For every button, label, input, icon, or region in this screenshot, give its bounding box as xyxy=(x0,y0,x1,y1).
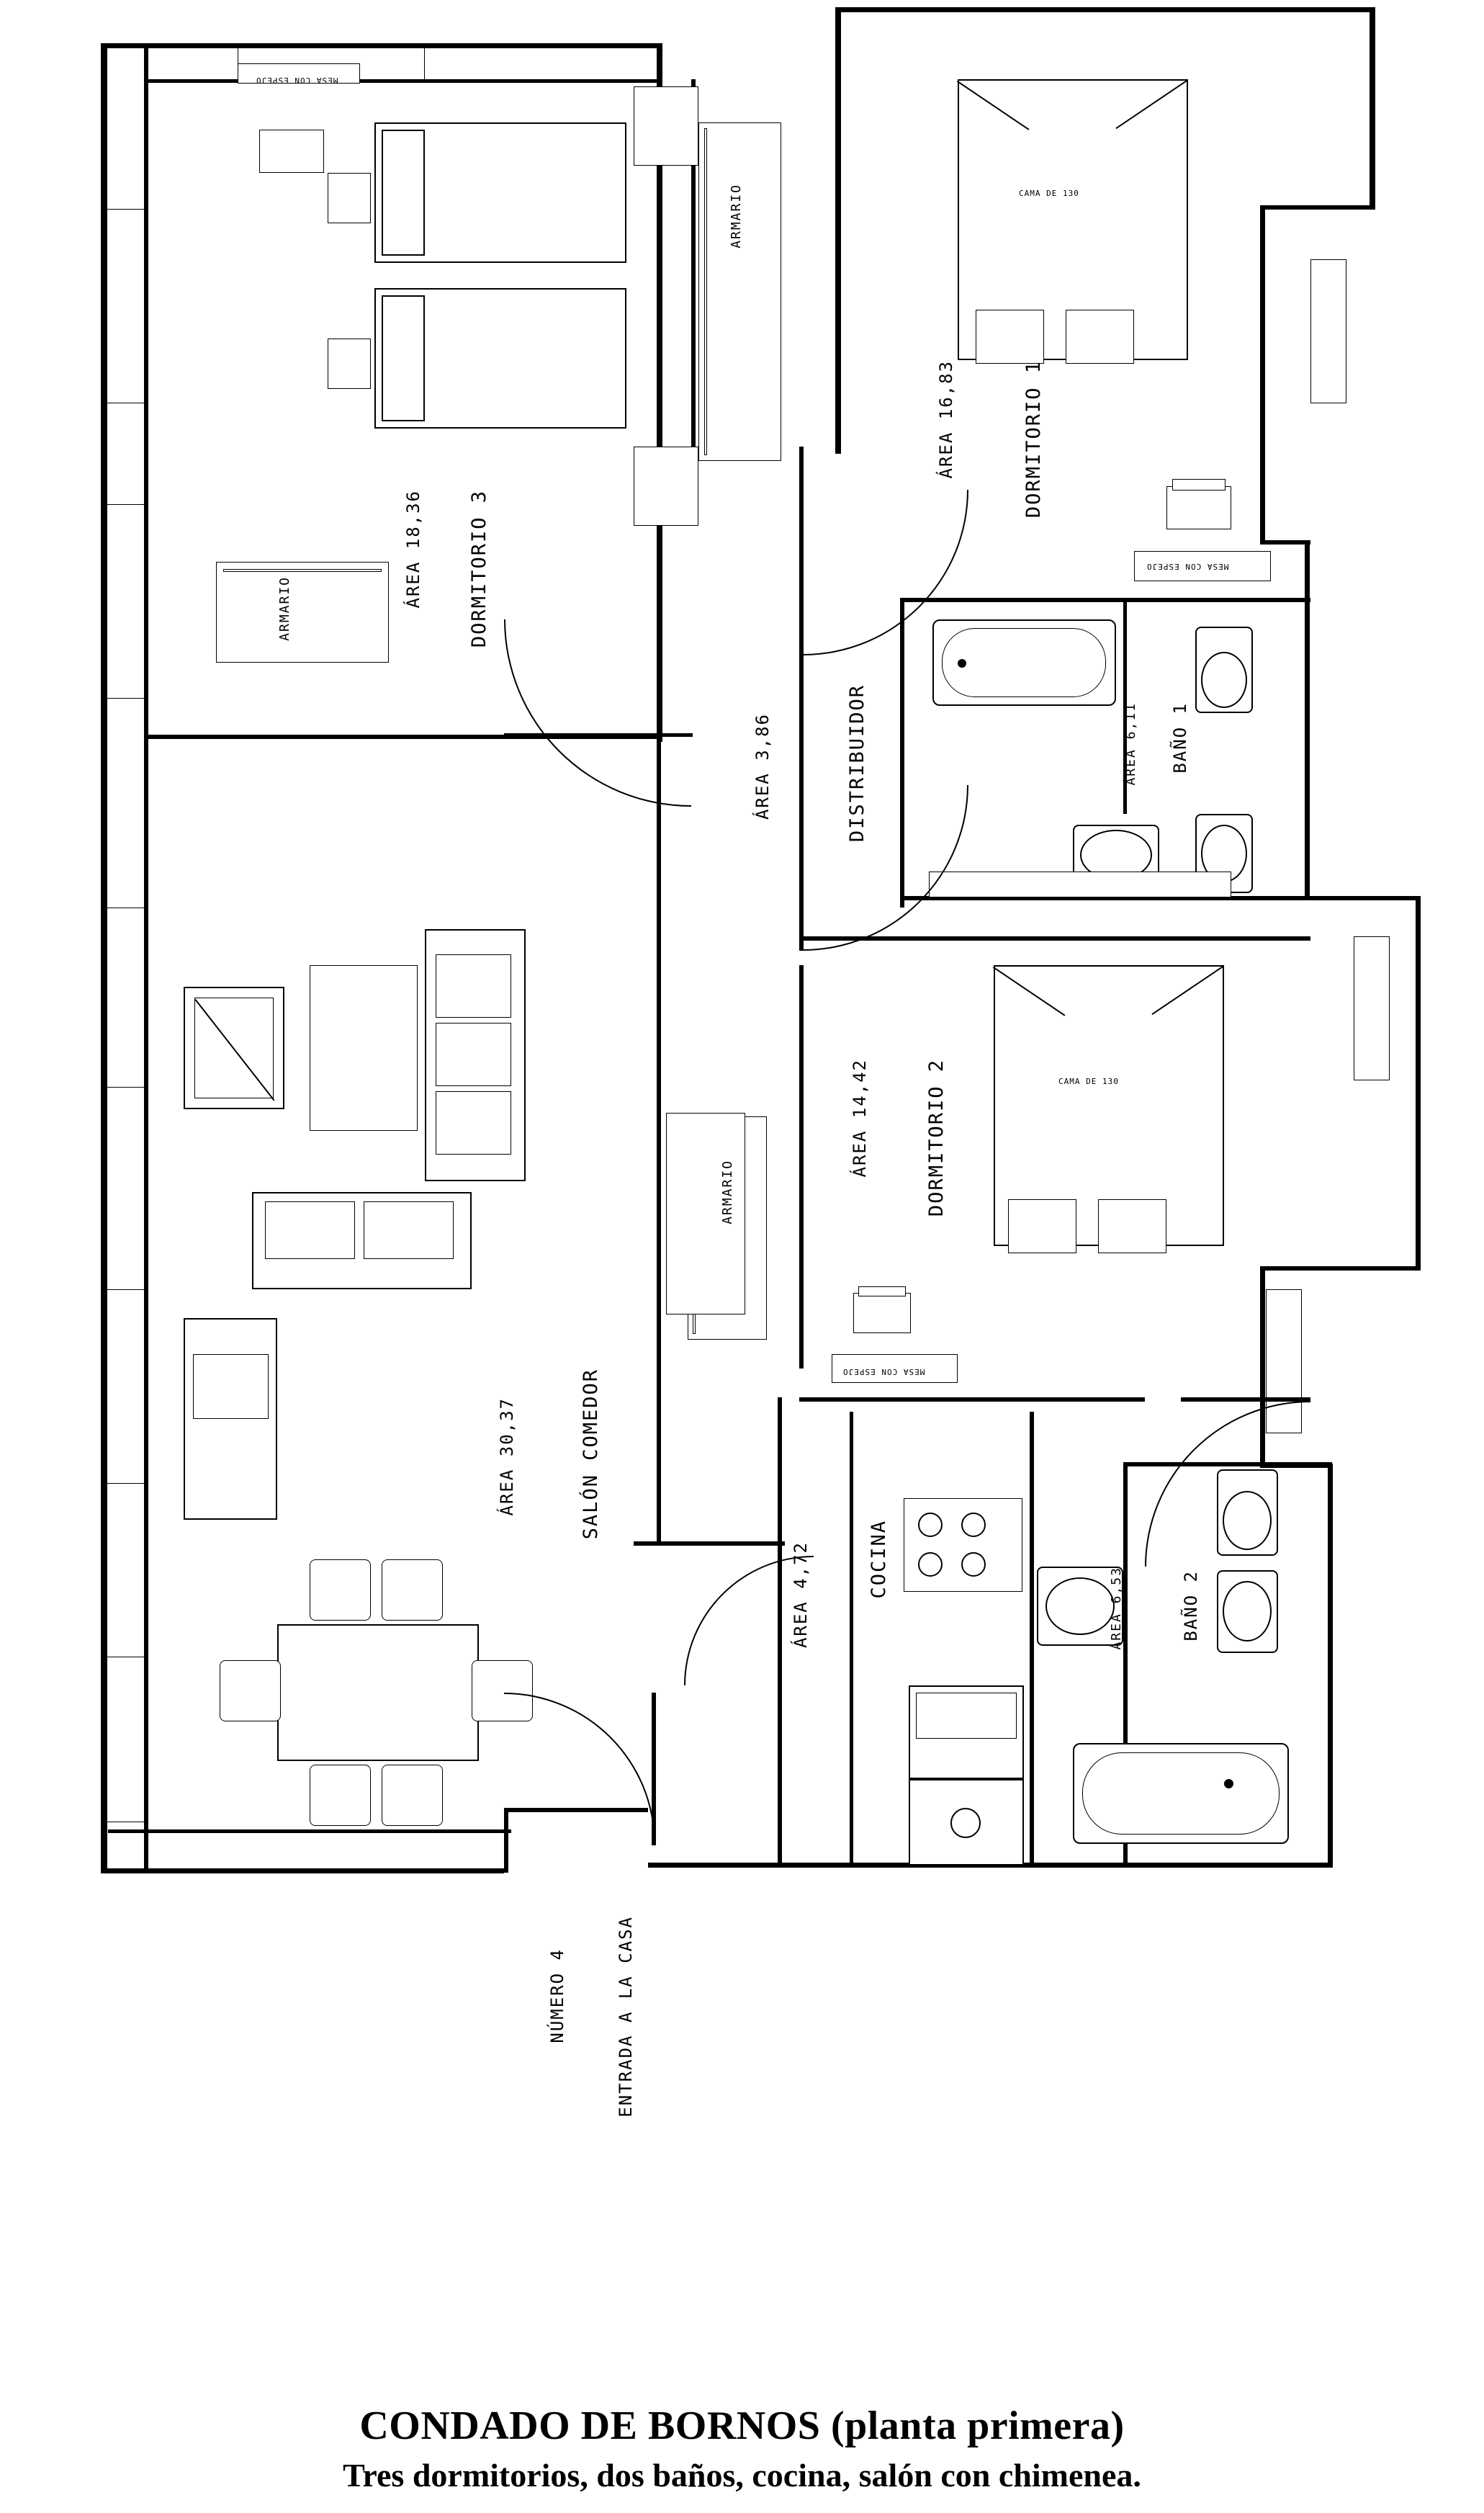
nightstand-3b xyxy=(328,339,371,389)
dining-chair-3 xyxy=(310,1765,371,1826)
nightstand-1a xyxy=(976,310,1044,364)
door-leaf-entrance xyxy=(652,1693,656,1845)
wall-right-mid xyxy=(1305,896,1420,900)
dining-chair-1 xyxy=(310,1559,371,1621)
room-area-dormitorio-1: ÁREA 16,83 xyxy=(936,360,956,479)
wall-right-bath1 xyxy=(1260,540,1310,545)
door-arc-bedroom3 xyxy=(504,619,691,807)
furniture-label-mesa-espejo-3: MESA CON ESPEJO xyxy=(842,1367,925,1376)
wall-salon-right xyxy=(657,872,661,1541)
room-area-dormitorio-2: ÁREA 14,42 xyxy=(850,1059,870,1178)
toilet-2-bowl xyxy=(1223,1491,1272,1550)
room-label-cocina: COCINA xyxy=(868,1520,890,1599)
burner-4 xyxy=(961,1552,986,1577)
wall-bedroom1-right xyxy=(1370,7,1375,209)
sofa-top-cushion-2 xyxy=(436,1023,511,1086)
sofa-bottom-cushion-2 xyxy=(364,1201,454,1259)
door-leaf-bedroom3 xyxy=(504,733,693,737)
room-label-bano-2: BAÑO 2 xyxy=(1181,1570,1201,1641)
oven-rack xyxy=(916,1693,1017,1739)
wall-distribuidor-right-2 xyxy=(799,965,804,1369)
plan-caption xyxy=(0,2403,1484,2494)
bidet-2-bowl xyxy=(1223,1581,1272,1641)
nightstand-2b xyxy=(1098,1199,1166,1253)
room-label-bano-1: BAÑO 1 xyxy=(1170,702,1190,774)
bathtub-2-inner xyxy=(1082,1752,1280,1835)
armario-1-box xyxy=(698,122,781,461)
window-left-1 xyxy=(104,209,148,403)
stool-1-top xyxy=(1172,479,1226,490)
armario-3-box xyxy=(216,562,389,663)
window-left-3 xyxy=(104,908,148,1088)
wall-right-far xyxy=(1416,896,1421,1271)
furniture-label-cama-130-1: CAMA DE 130 xyxy=(1019,189,1079,198)
burner-1 xyxy=(918,1513,943,1537)
wall-bedroom2-top xyxy=(799,936,1310,941)
furniture-label-mesa-espejo-1: MESA CON ESPEJO xyxy=(256,76,338,85)
caption-subtitle: Tres dormitorios, dos baños, cocina, salón con chimenea. xyxy=(343,2457,1141,2494)
room-area-distribuidor: ÁREA 3,86 xyxy=(752,713,773,820)
stool-1 xyxy=(1166,486,1231,529)
door-arc-distribuidor-2 xyxy=(803,785,968,951)
wall-cocina-right xyxy=(1030,1412,1034,1865)
armchair-left-cushion xyxy=(193,1354,269,1419)
burner-2 xyxy=(961,1513,986,1537)
closet-bottom-small xyxy=(634,447,698,526)
bath1-counter xyxy=(929,872,1231,897)
armario-1-inner xyxy=(704,128,707,455)
sofa-top-cushion-1 xyxy=(436,954,511,1018)
bathtub-1-drain xyxy=(958,659,966,668)
burner-3 xyxy=(918,1552,943,1577)
bed-3b-pillow xyxy=(382,295,425,421)
dining-chair-4 xyxy=(382,1765,443,1826)
sofa-top-cushion-3 xyxy=(436,1091,511,1155)
furniture-label-mesa-espejo-2: MESA CON ESPEJO xyxy=(1146,562,1229,571)
coffee-table xyxy=(310,965,418,1131)
closet-label-armario-2: ARMARIO xyxy=(720,1160,735,1224)
dining-chair-2 xyxy=(382,1559,443,1621)
caption-title: CONDADO DE BORNOS (planta primera) xyxy=(359,2404,1125,2448)
room-label-salon-comedor: SALÓN COMEDOR xyxy=(580,1369,602,1540)
closet-label-armario-3: ARMARIO xyxy=(277,576,292,641)
wall-bottom-left-inner xyxy=(108,1829,511,1833)
wall-bath1-top xyxy=(900,598,1310,602)
stool-2-top xyxy=(858,1286,906,1296)
room-area-bano-2: ÁREA 6,53 xyxy=(1109,1567,1124,1650)
dining-table xyxy=(277,1624,479,1761)
entrance-label-line1: ENTRADA A LA CASA xyxy=(616,1916,636,2118)
wall-right-step-1 xyxy=(1260,205,1375,210)
bath2-sink-left-basin xyxy=(1045,1577,1115,1635)
furniture-label-cama-130-2: CAMA DE 130 xyxy=(1058,1077,1119,1086)
room-area-bano-1: ÁREA 6,11 xyxy=(1123,702,1138,786)
nightstand-1b xyxy=(1066,310,1134,364)
closet-top-small xyxy=(634,86,698,166)
wall-right-lower-step xyxy=(1260,1266,1420,1271)
bathtub-1-inner xyxy=(942,628,1106,697)
wall-bedroom1-left xyxy=(835,7,841,454)
wall-bottom-left xyxy=(101,1868,504,1873)
armchair-left xyxy=(184,1318,277,1520)
room-area-dormitorio-3: ÁREA 18,36 xyxy=(403,490,423,609)
cooktop xyxy=(904,1498,1022,1592)
window-left-2 xyxy=(104,504,148,699)
toilet-1-bowl xyxy=(1201,652,1247,708)
window-left-4 xyxy=(104,1289,148,1484)
entrance-label-line2: NÚMERO 4 xyxy=(547,1948,567,2043)
window-right-1 xyxy=(1310,259,1346,403)
door-arc-entrance xyxy=(504,1693,655,1844)
room-label-dormitorio-2: DORMITORIO 2 xyxy=(925,1059,948,1217)
wall-right-bath2-v xyxy=(1328,1464,1333,1867)
nightstand-3a xyxy=(328,173,371,223)
window-right-2 xyxy=(1354,936,1390,1080)
stool-2 xyxy=(853,1293,911,1333)
room-area-salon-comedor: ÁREA 30,37 xyxy=(497,1397,517,1516)
closet-label-armario-1: ARMARIO xyxy=(729,184,744,248)
bed-3a-pillow xyxy=(382,130,425,256)
window-left-5 xyxy=(104,1657,148,1822)
room-area-cocina: ÁREA 4,72 xyxy=(791,1541,811,1649)
room-label-distribuidor: DISTRIBUIDOR xyxy=(846,684,868,843)
kitchen-sink-drain xyxy=(950,1808,981,1838)
closet-line-3 xyxy=(223,569,382,572)
wall-bedroom2-bottom xyxy=(799,1397,1145,1402)
wall-cocina-inner xyxy=(850,1412,853,1865)
nightstand-2a xyxy=(1008,1199,1076,1253)
wall-salon-bottom-door xyxy=(634,1541,785,1546)
wall-right-step-2 xyxy=(1260,205,1265,544)
wall-right-bath1-v xyxy=(1305,540,1310,900)
sofa-bottom-cushion-1 xyxy=(265,1201,355,1259)
wall-bedroom1-top xyxy=(835,7,1375,12)
dining-chair-5 xyxy=(220,1660,281,1721)
stool-3 xyxy=(259,130,324,173)
room-label-dormitorio-1: DORMITORIO 1 xyxy=(1022,360,1045,519)
room-label-dormitorio-3: DORMITORIO 3 xyxy=(468,490,490,648)
bathtub-2-drain xyxy=(1224,1779,1233,1788)
